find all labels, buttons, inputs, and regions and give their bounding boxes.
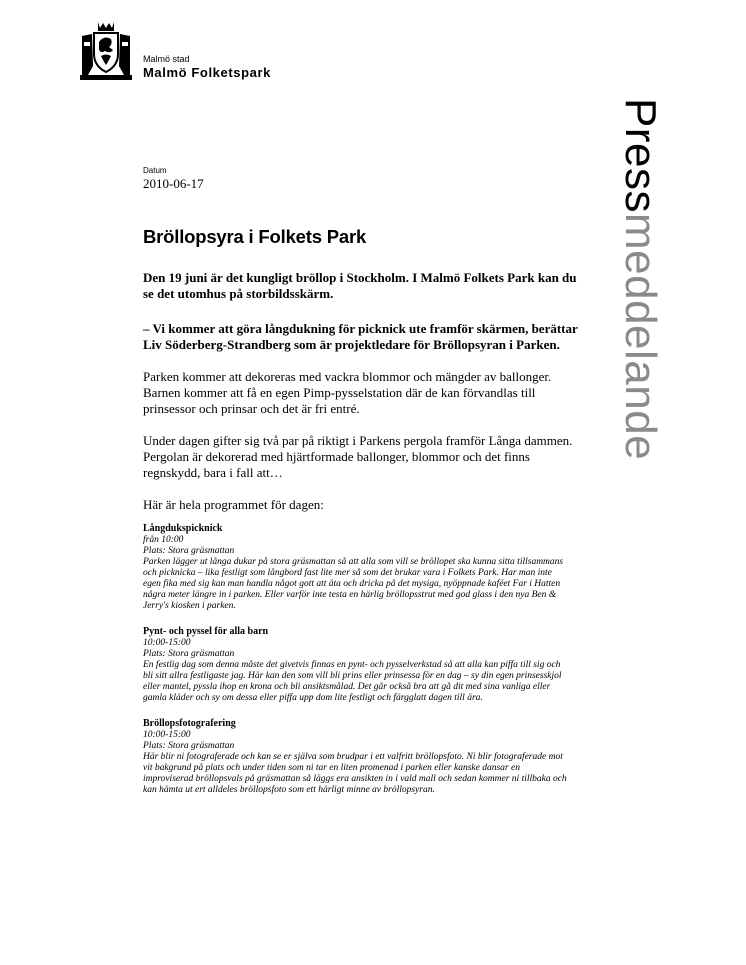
- org-name: Malmö Folketspark: [143, 65, 271, 80]
- event-time: från 10:00: [143, 535, 184, 545]
- event-description-line: eller mantel, pyssla ihop en krona och bli ansiktsmålad. Det går också bra att gå dit med sina vanliga eller: [143, 682, 551, 692]
- event-description-line: egen fika med sig kan man handla något gott att äta och dricka på det mysiga, nyöppnade kaféet Far i Hatten: [143, 579, 561, 589]
- side-label-part2: meddelande: [616, 212, 665, 461]
- event-item: [143, 523, 583, 612]
- event-description-line: En festlig dag som denna måste det givetvis finnas en pynt- och pysselverkstad så att alla kan piffa till sig och: [143, 660, 561, 670]
- body-paragraph: Parken kommer att dekoreras med vackra blommor och mängder av ballonger. Barnen kommer att få en egen Pimp-pysselstation där de kan förvandlas till prinsessor och prinsar och det är fri entré.: [143, 369, 552, 416]
- press-release-side-label: [610, 98, 670, 498]
- event-description-line: gamla kläder och sy om dessa eller piffa upp dom lite festligt och färgglatt dagen till ära.: [143, 693, 483, 703]
- lead-paragraph: Den 19 juni är det kungligt bröllop i Stockholm. I Malmö Folkets Park kan du se det utomhus på storbildsskärm.: [143, 270, 577, 301]
- event-description-line: kan hämta ut ert alldeles bröllopsfoto som ett härligt minne av bröllopsyran.: [143, 785, 435, 795]
- event-description-line: och picknicka – lika festligt som långbord fast lite mer så som det brukar vara i Folkets Park. Har man inte: [143, 568, 552, 578]
- coat-of-arms-logo: [80, 20, 132, 80]
- event-place: Plats: Stora gräsmattan: [143, 546, 235, 556]
- event-description-line: bli sitt allra festligaste jag. Här kan den som vill bli prins eller prinsessa för en dag – sy din egen prinsesskjol: [143, 671, 562, 681]
- event-item: [143, 626, 583, 704]
- event-title: Bröllopsfotografering: [143, 718, 236, 729]
- event-place: Plats: Stora gräsmattan: [143, 649, 235, 659]
- document-body: [143, 166, 583, 796]
- event-description-line: vit bakgrund på plats och under tiden som ni tar en liten promenad i parken eller kanske dansar en: [143, 763, 520, 773]
- event-item: [143, 718, 583, 796]
- date-value: 2010-06-17: [143, 176, 204, 191]
- event-time: 10:00-15:00: [143, 638, 191, 648]
- date-label: Datum: [143, 166, 167, 175]
- org-small-label: Malmö stad: [143, 54, 190, 64]
- event-description-line: Jerry's kiosken i parken.: [143, 601, 236, 611]
- event-description-line: improviserad bröllopsvals på gräsmattan så läggs era ansikten in i vald mall och sedan kommer ni tillbaka och: [143, 774, 567, 784]
- side-label-part1: Press: [616, 98, 665, 213]
- page-title: Bröllopsyra i Folkets Park: [143, 226, 367, 247]
- body-paragraph: Under dagen gifter sig två par på riktigt i Parkens pergola framför Långa dammen. Pergolan är dekorerad med hjärtformade ballonger, blommor och det finns regnskydd, bara i fall att…: [143, 433, 573, 480]
- event-title: Långdukspicknick: [143, 523, 223, 534]
- event-place: Plats: Stora gräsmattan: [143, 741, 235, 751]
- event-title: Pynt- och pyssel för alla barn: [143, 626, 269, 637]
- organization-name: [143, 54, 271, 81]
- event-time: 10:00-15:00: [143, 730, 191, 740]
- event-description-line: några meter längre in i parken. Eller varför inte testa en härlig bröllopsstrut med god glass i den nya Ben &: [143, 590, 557, 600]
- quote-paragraph: – Vi kommer att göra långdukning för picknick ute framför skärmen, berättar Liv Söderberg-Strandberg som är projektledare för Bröllopsyran i Parken.: [143, 321, 578, 352]
- program-intro: Här är hela programmet för dagen:: [143, 497, 324, 512]
- event-list: [143, 523, 583, 796]
- event-description-line: Här blir ni fotograferade och kan se er själva som brudpar i ett valfritt bröllopsfoto. Ni blir fotograferade mot: [143, 752, 563, 762]
- event-description-line: Parken lägger ut långa dukar på stora gräsmattan så att alla som vill se bröllopet ska kunna sitta tillsammans: [143, 557, 564, 567]
